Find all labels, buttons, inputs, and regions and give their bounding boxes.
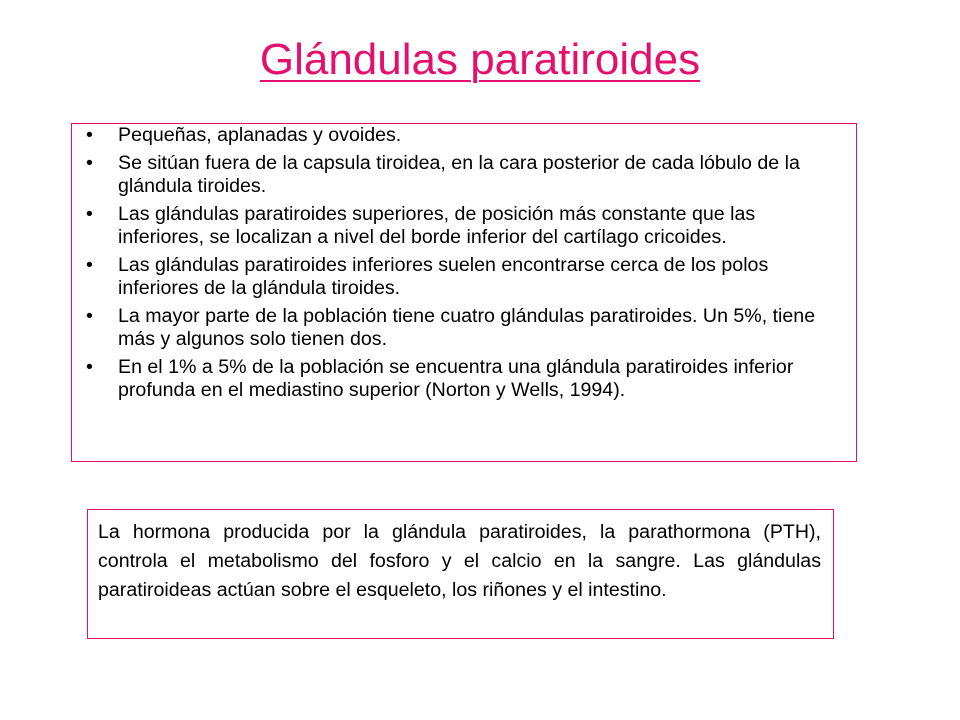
bullet-text: Las glándulas paratiroides inferiores suelen encontrarse cerca de los polos inferiores de la glándula tiroides. (118, 254, 769, 299)
bullet-list (84, 124, 846, 402)
bullet-marker: • (86, 152, 93, 174)
bullet-list-box (71, 123, 857, 462)
bullet-marker: • (86, 254, 93, 276)
list-item (84, 254, 846, 300)
bullet-text: Pequeñas, aplanadas y ovoides. (118, 124, 402, 146)
bullet-marker: • (86, 305, 93, 327)
list-item (84, 124, 846, 147)
list-item (84, 356, 846, 402)
slide-title: Glándulas paratiroides (259, 35, 701, 84)
list-item (84, 305, 846, 351)
hormone-note-text: La hormona producida por la glándula paratiroides, la parathormona (PTH), controla el metabolismo del fosforo y el calcio en la sangre. Las glándulas paratiroideas actúan sobre el esqueleto, los riñones y el intestino. (98, 521, 821, 601)
bullet-marker: • (86, 124, 93, 146)
bullet-text: En el 1% a 5% de la población se encuentra una glándula paratiroides inferior profunda en el mediastino superior (Norton y Wells, 1994). (118, 356, 794, 401)
bullet-marker: • (86, 356, 93, 378)
list-item (84, 203, 846, 249)
hormone-note-box (87, 509, 834, 639)
bullet-marker: • (86, 203, 93, 225)
list-item (84, 152, 846, 198)
bullet-text: Se sitúan fuera de la capsula tiroidea, en la cara posterior de cada lóbulo de la glándula tiroides. (118, 152, 800, 197)
bullet-text: La mayor parte de la población tiene cuatro glándulas paratiroides. Un 5%, tiene más y algunos solo tienen dos. (118, 305, 816, 350)
bullet-text: Las glándulas paratiroides superiores, de posición más constante que las inferiores, se localizan a nivel del borde inferior del cartílago cricoides. (118, 203, 756, 248)
